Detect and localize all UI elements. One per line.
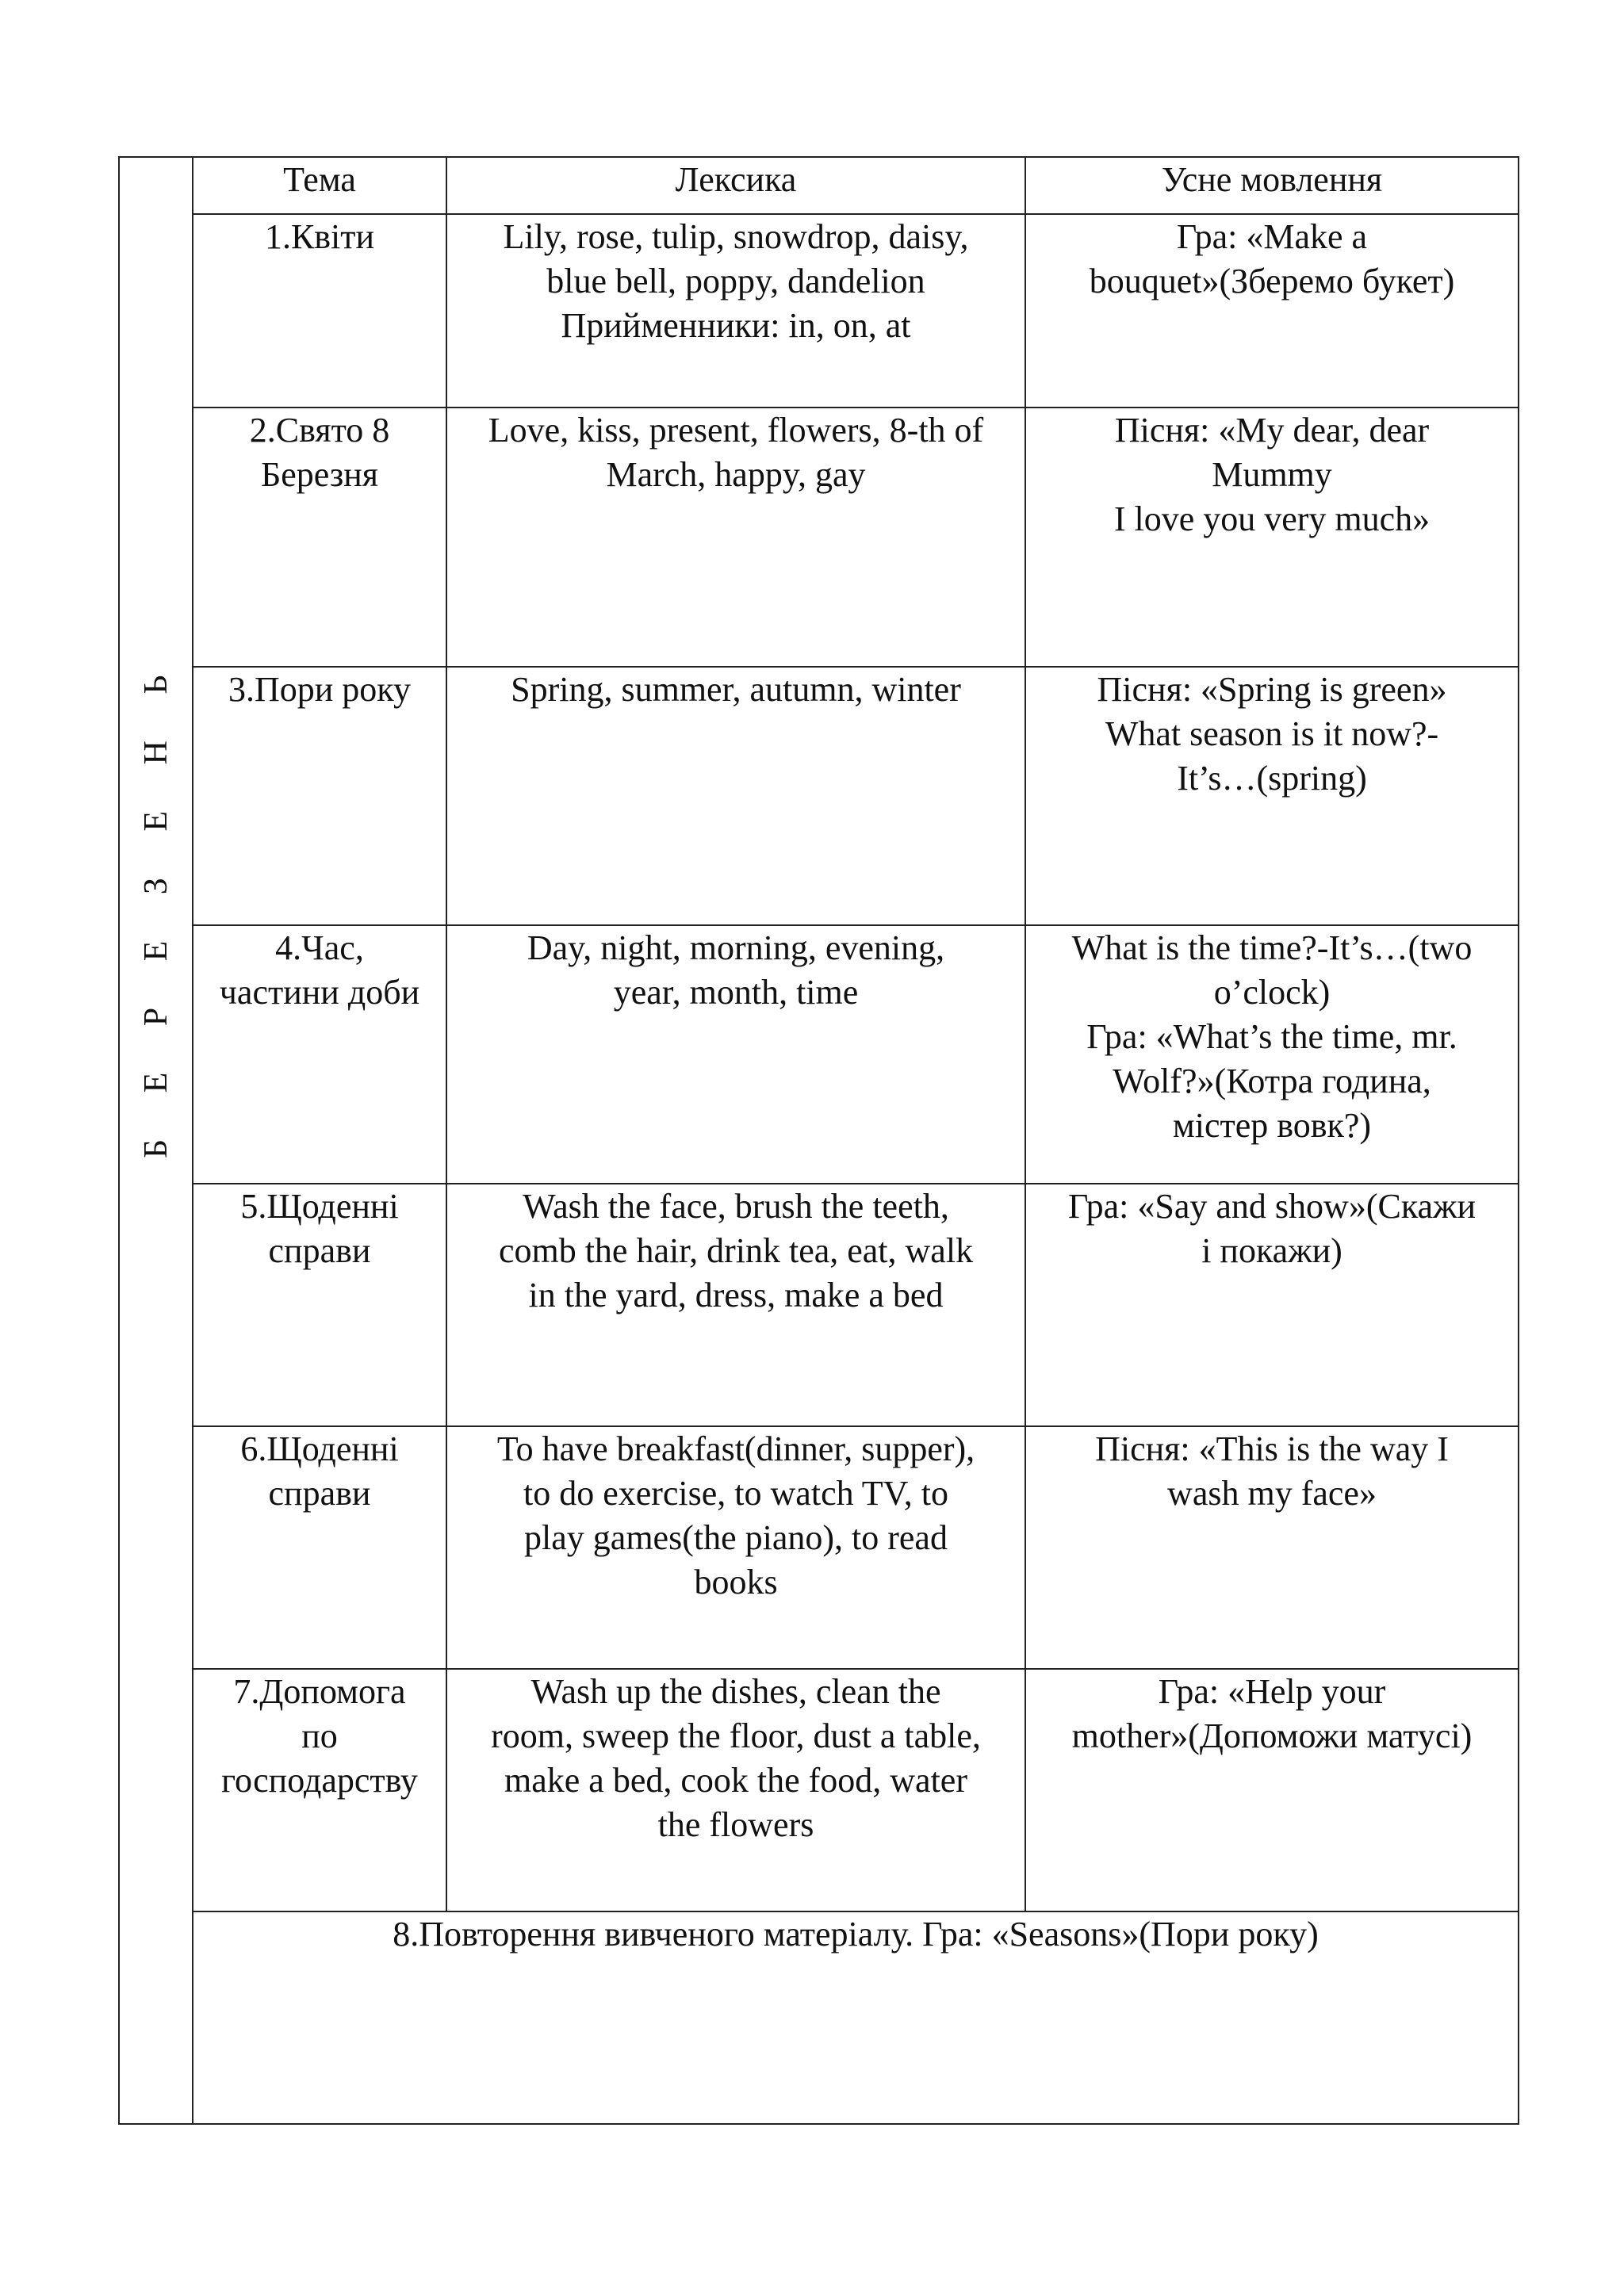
speech-line: Пісня: «Spring is green» [1097, 670, 1447, 709]
vocabulary-cell [446, 1426, 1025, 1669]
speech-line: Mummy [1212, 455, 1332, 494]
topic-cell [193, 1426, 446, 1669]
vocabulary-cell [446, 667, 1025, 925]
table-row [119, 1669, 1519, 1911]
speech-line: Пісня: «My dear, dear [1114, 411, 1430, 450]
topic-cell [193, 1669, 446, 1911]
speech-line: Wolf?»(Котра година, [1113, 1062, 1431, 1100]
table-row [119, 925, 1519, 1184]
topic-line: 5.Щоденні [240, 1187, 399, 1226]
topic-cell [193, 925, 446, 1184]
topic-line: господарству [221, 1761, 418, 1800]
vocabulary-line: Wash the face, brush the teeth, [523, 1187, 949, 1226]
speech-line: mother»(Допоможи матусі) [1071, 1716, 1473, 1755]
speech-line: What is the time?-It’s…(two [1071, 928, 1473, 967]
vocabulary-cell [446, 925, 1025, 1184]
topic-cell [193, 214, 446, 408]
vocabulary-line: To have breakfast(dinner, supper), [496, 1429, 975, 1468]
speech-line: Гра: «Help your [1158, 1672, 1386, 1711]
vocabulary-cell [446, 1184, 1025, 1426]
summary-row [119, 1911, 1519, 2124]
speech-line: Гра: «Say and show»(Скажи [1067, 1187, 1477, 1226]
vocabulary-line: blue bell, poppy, dandelion [546, 262, 925, 300]
month-cell [119, 157, 193, 2124]
speech-line: What season is it now?- [1105, 714, 1439, 753]
table-row [119, 408, 1519, 667]
topic-line: по [301, 1716, 338, 1755]
vocabulary-line: Прийменники: in, on, at [561, 306, 911, 345]
topic-line: Березня [260, 455, 379, 494]
topic-line: 7.Допомога [233, 1672, 406, 1711]
topic-cell [193, 408, 446, 667]
vocabulary-cell [446, 408, 1025, 667]
vocabulary-line: make a bed, cook the food, water [504, 1761, 967, 1800]
speech-line: bouquet»(Зберемо букет) [1089, 262, 1455, 300]
table-row [119, 214, 1519, 408]
speech-cell [1025, 1669, 1519, 1911]
speech-cell [1025, 1184, 1519, 1426]
topic-cell [193, 1184, 446, 1426]
vocabulary-line: March, happy, gay [606, 455, 866, 494]
speech-line: містер вовк?) [1172, 1106, 1372, 1145]
vocabulary-line: in the yard, dress, make a bed [528, 1276, 944, 1314]
topic-line: справи [268, 1231, 371, 1270]
speech-cell [1025, 925, 1519, 1184]
header-row [119, 157, 1519, 214]
vocabulary-line: Wash up the dishes, clean the [530, 1672, 941, 1711]
speech-line: і покажи) [1201, 1231, 1342, 1270]
speech-line: Гра: «What’s the time, mr. [1086, 1017, 1457, 1056]
topic-line: частини доби [219, 973, 420, 1012]
topic-cell [193, 667, 446, 925]
speech-line: Пісня: «This is the way I [1095, 1429, 1449, 1468]
header-vocabulary: Лексика [446, 157, 1025, 214]
speech-cell [1025, 1426, 1519, 1669]
vocabulary-line: books [694, 1563, 778, 1601]
month-label: Б Е Р Е З Е Н Ь [137, 656, 174, 1158]
speech-line: o’clock) [1213, 973, 1331, 1012]
vocabulary-line: the flowers [657, 1805, 814, 1844]
vocabulary-line: room, sweep the floor, dust a table, [491, 1716, 981, 1755]
vocabulary-cell [446, 1669, 1025, 1911]
speech-line: wash my face» [1167, 1474, 1377, 1513]
topic-line: 6.Щоденні [240, 1429, 399, 1468]
speech-line: I love you very much» [1113, 499, 1431, 538]
table-row [119, 1426, 1519, 1669]
vocabulary-line: Love, kiss, present, flowers, 8-th of [488, 411, 984, 450]
table-row [119, 667, 1519, 925]
speech-line: It’s…(spring) [1177, 759, 1367, 798]
vocabulary-line: play games(the piano), to read [524, 1518, 948, 1557]
header-speech: Усне мовлення [1025, 157, 1519, 214]
topic-line: 1.Квіти [264, 217, 375, 256]
vocabulary-line: Day, night, morning, evening, [527, 928, 945, 967]
speech-line: Гра: «Make a [1176, 217, 1368, 256]
vocabulary-line: year, month, time [613, 973, 859, 1012]
table-row [119, 1184, 1519, 1426]
speech-cell [1025, 214, 1519, 408]
topic-line: справи [268, 1474, 371, 1513]
speech-cell [1025, 408, 1519, 667]
vocabulary-line: Spring, summer, autumn, winter [511, 670, 961, 709]
vocabulary-line: to do exercise, to watch TV, to [523, 1474, 949, 1513]
speech-cell [1025, 667, 1519, 925]
header-topic: Тема [193, 157, 446, 214]
summary-cell: 8.Повторення вивченого матеріалу. Гра: «Seasons»(Пори року) [193, 1911, 1519, 2124]
topic-line: 3.Пори року [228, 670, 412, 709]
topic-line: 2.Свято 8 [249, 411, 390, 450]
lesson-plan-table [118, 156, 1519, 2125]
vocabulary-line: Lily, rose, tulip, snowdrop, daisy, [503, 217, 969, 256]
vocabulary-line: comb the hair, drink tea, eat, walk [498, 1231, 974, 1270]
vocabulary-cell [446, 214, 1025, 408]
topic-line: 4.Час, [275, 928, 364, 967]
